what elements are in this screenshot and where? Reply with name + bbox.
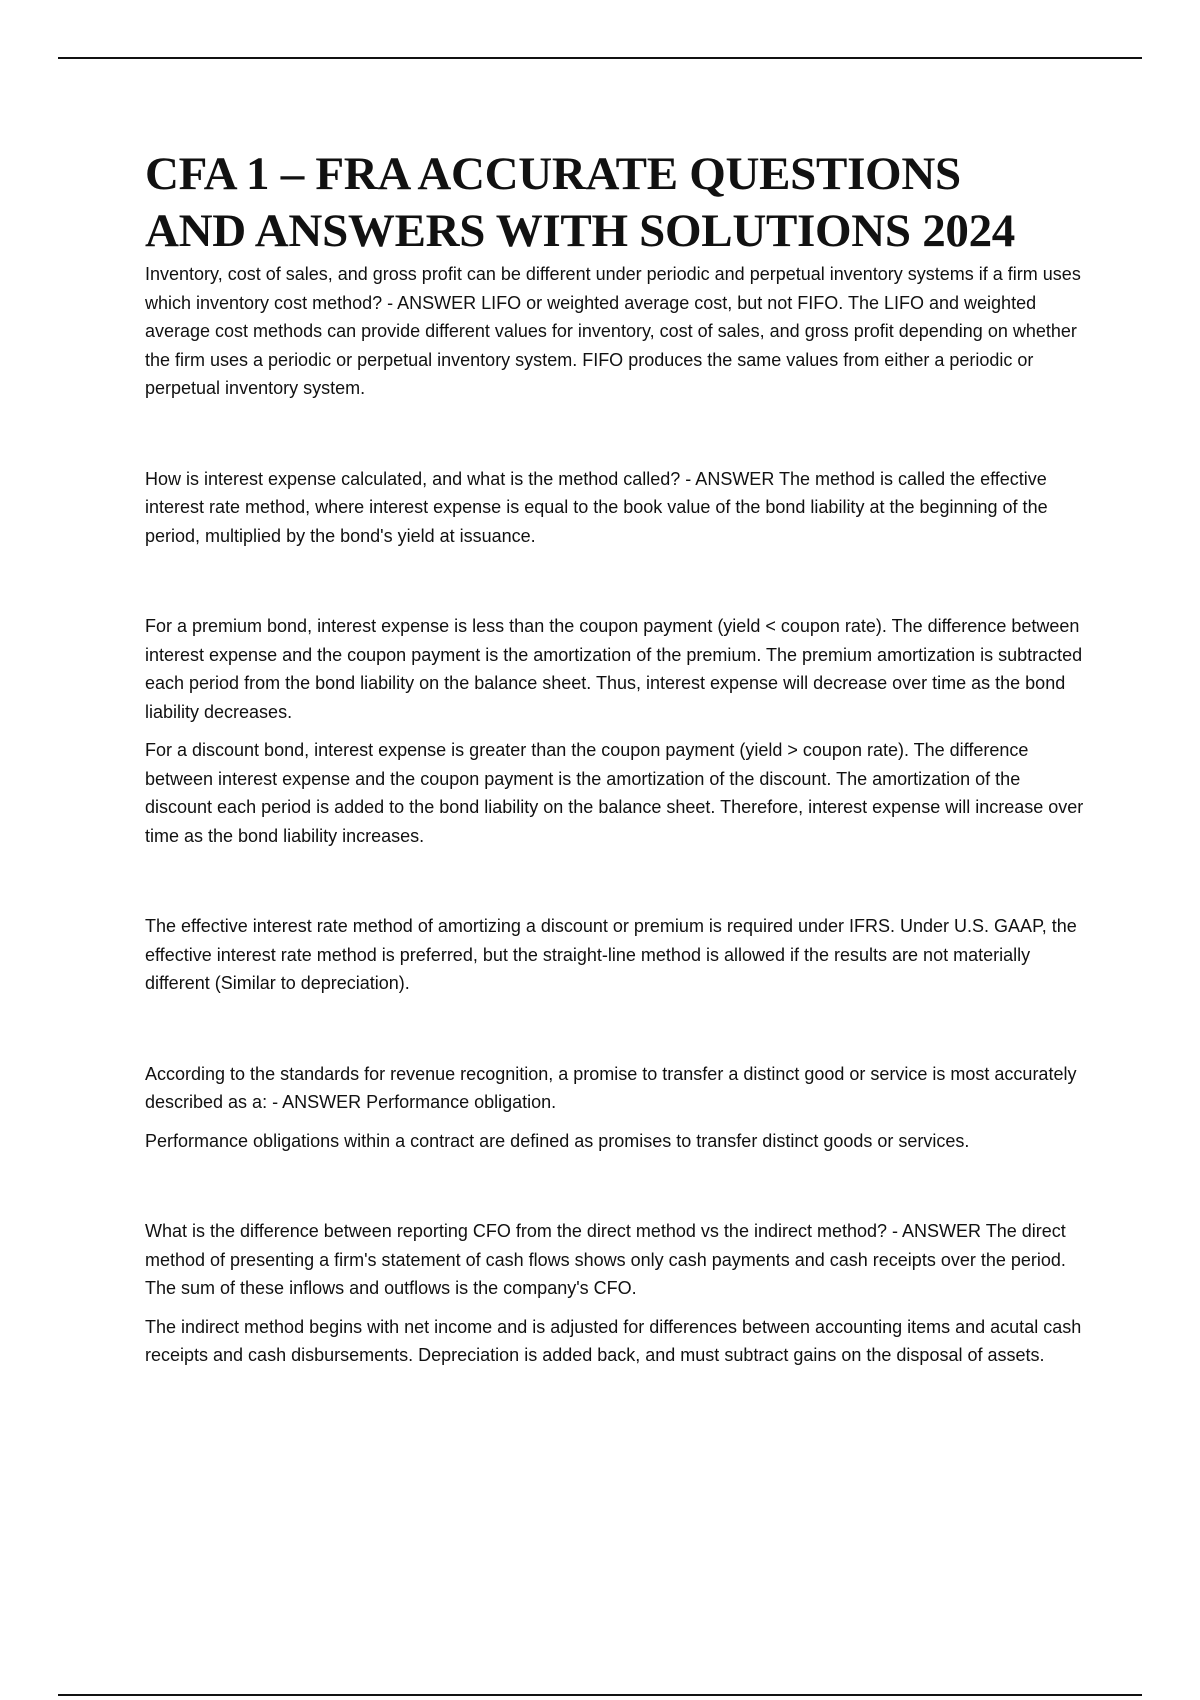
- spacer: [145, 850, 1085, 912]
- paragraph-performance-obligations: Performance obligations within a contract are defined as promises to transfer distinct goods or services.: [145, 1130, 970, 1151]
- document-title: CFA 1 – FRA ACCURATE QUESTIONS AND ANSWERS WITH SOLUTIONS 2024: [145, 148, 1015, 257]
- header-rule: [58, 57, 1142, 59]
- footer-rule: [58, 1694, 1142, 1696]
- spacer: [145, 1117, 1085, 1127]
- spacer: [145, 550, 1085, 612]
- spacer: [145, 726, 1085, 736]
- spacer: [145, 403, 1085, 465]
- paragraph-discount-bond: For a discount bond, interest expense is greater than the coupon payment (yield > coupon rate). The difference between interest expense and the coupon payment is the amortization of the discount. The amortization of the discount each period is added to the bond liability on the balance sheet. Therefore, interest expense will increase over time as the bond liability increases.: [145, 740, 1084, 846]
- document-body: [145, 140, 1085, 1370]
- spacer: [145, 1155, 1085, 1217]
- paragraph-revenue-recognition: According to the standards for revenue recognition, a promise to transfer a distinct good or service is most accurately described as a: - ANSWER Performance obligation.: [145, 1063, 1077, 1112]
- paragraph-ifrs-gaap: The effective interest rate method of amortizing a discount or premium is required under IFRS. Under U.S. GAAP, the effective interest rate method is preferred, but the straight-line method is allowed if the results are not materially different (Similar to depreciation).: [145, 916, 1077, 993]
- paragraph-inventory-methods: Inventory, cost of sales, and gross profit can be different under periodic and perpetual inventory systems if a firm uses which inventory cost method? - ANSWER LIFO or weighted average cost, but not FIFO. The LIFO and weighted average cost methods can provide different values for inventory, cost of sales, and gross profit depending on whether the firm uses a periodic or perpetual inventory system. FIFO produces the same values from either a periodic or perpetual inventory system.: [145, 264, 1081, 398]
- paragraph-premium-bond: For a premium bond, interest expense is less than the coupon payment (yield < coupon rate). The difference between interest expense and the coupon payment is the amortization of the premium. The premium amortization is subtracted each period from the bond liability on the balance sheet. Thus, interest expense will decrease over time as the bond liability decreases.: [145, 616, 1083, 722]
- spacer: [145, 998, 1085, 1060]
- paragraph-direct-method: What is the difference between reporting CFO from the direct method vs the indirect method? - ANSWER The direct method of presenting a firm's statement of cash flows shows only cash payments and cash receipts over the period. The sum of these inflows and outflows is the company's CFO.: [145, 1221, 1066, 1298]
- paragraph-indirect-method: The indirect method begins with net income and is adjusted for differences between accounting items and acutal cash receipts and cash disbursements. Depreciation is added back, and must subtract gains on the disposal of assets.: [145, 1316, 1082, 1365]
- spacer: [145, 1303, 1085, 1313]
- paragraph-interest-expense: How is interest expense calculated, and what is the method called? - ANSWER The method is called the effective interest rate method, where interest expense is equal to the book value of the bond liability at the beginning of the period, multiplied by the bond's yield at issuance.: [145, 468, 1048, 546]
